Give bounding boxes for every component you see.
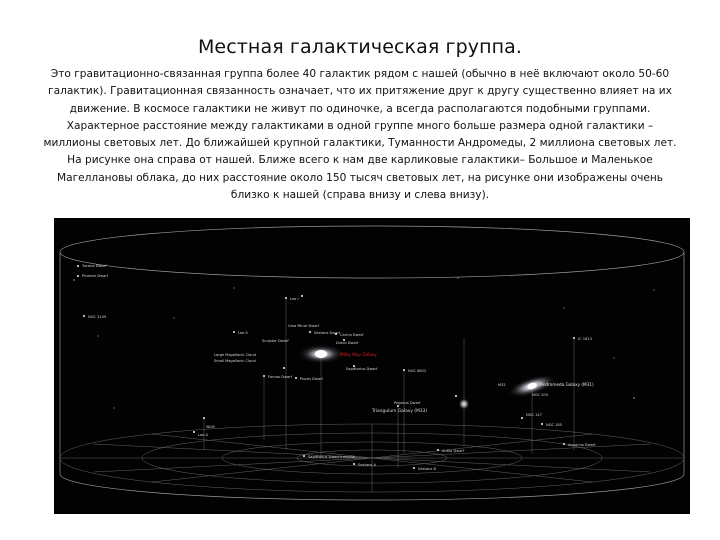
label-pisces: Pisces Dwarf — [300, 377, 323, 381]
label-milky-way: Milky Way Galaxy — [340, 352, 377, 357]
label-andromeda: Andromeda Galaxy (M31) — [540, 382, 594, 387]
slide-title: Местная галактическая группа. — [197, 36, 523, 58]
label-carina: Carina Dwarf — [340, 333, 364, 337]
slide-body-text: Это гравитационно-связанная группа более 40 галактик рядом с нашей (обычно в неё включают около 50-60 галактик). Гравитационная связанность означает, что их притяжение друг к другу существенно влияет на их движение. В космосе галактики не живут по одиночке, а всегда располагаются подобными группами. Характерное расстояние между галактиками в одной группе много больше размера одной галактики – миллионы световых лет. До ближайшей крупной галактики, Туманности Андромеды, 2 миллиона световых лет. На рисунке она справа от нашей. Ближе всего к нам две карликовые галактики– Большое и Маленькое Магеллановы облака, до них расстояние около 150 тысяч световых лет, на рисунке они изображены очень близко к нашей (справа внизу и слева внизу). — [43, 68, 677, 202]
label-m33: Triangulum Galaxy (M33) — [372, 409, 428, 414]
label-lmc: Large Magellanic Cloud — [214, 353, 256, 357]
label-fornax: Fornax Dwarf — [268, 375, 292, 379]
label-sagittarius: Sagittarius Dwarf — [346, 367, 378, 371]
label-aquarius: Aquarius Dwarf — [568, 443, 596, 447]
label-antlia: Antlia Dwarf — [442, 449, 465, 453]
label-ursa-minor: Ursa Minor Dwarf — [288, 324, 320, 328]
local-group-illustration — [54, 218, 690, 514]
label-phoenix: Phoenix Dwarf — [82, 274, 109, 278]
label-ic1613: IC 1613 — [578, 337, 592, 341]
label-smc: Small Magellanic Cloud — [214, 359, 256, 363]
label-draco: Draco Dwarf — [336, 341, 359, 345]
grid-plane — [60, 424, 684, 492]
label-leo-ii: Leo II — [238, 331, 248, 335]
milky-way-galaxy — [297, 344, 345, 364]
label-m32: M32 — [498, 383, 506, 387]
label-sextans-a: Sextans A — [358, 463, 376, 467]
label-leo-i: Leo I — [290, 297, 299, 301]
label-ngc205: NGC 205 — [532, 393, 548, 397]
label-sextans-b: Sextans B — [418, 467, 436, 471]
label-tucana: Tucana Dwarf — [82, 264, 107, 268]
label-sag-dig: Sagittarius Dwarf Irregular — [308, 455, 356, 459]
local-group-map — [54, 218, 690, 514]
label-ngc6822: NGC 6822 — [408, 369, 427, 373]
label-wlm: WLM — [206, 425, 215, 429]
label-sculptor: Sculptor Dwarf — [262, 339, 289, 343]
label-leo-a: Leo A — [198, 433, 208, 437]
label-ngc3109: NGC 3109 — [88, 315, 107, 319]
triangulum-galaxy — [459, 399, 469, 409]
label-pegasus: Pegasus Dwarf — [394, 401, 421, 405]
label-ngc185: NGC 185 — [546, 423, 562, 427]
label-ngc147: NGC 147 — [526, 413, 542, 417]
label-sextans: Sextans Dwarf — [314, 331, 341, 335]
